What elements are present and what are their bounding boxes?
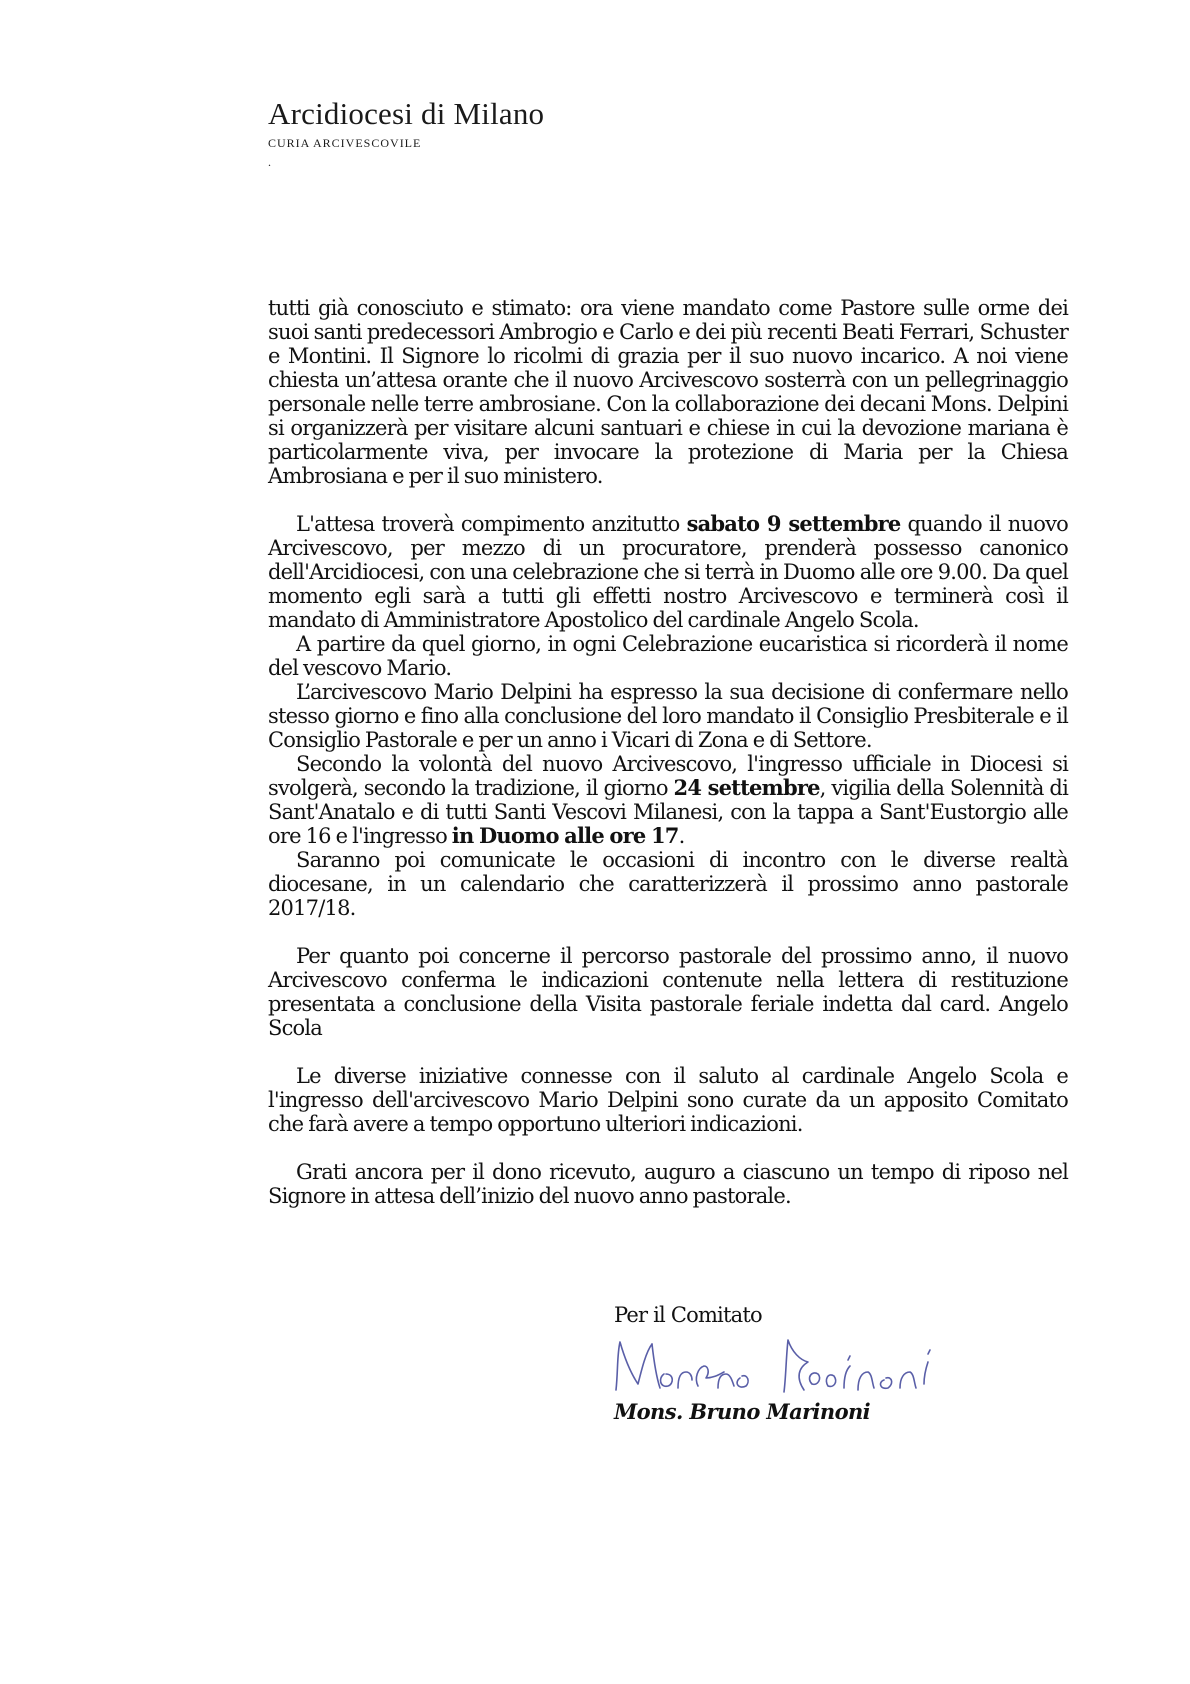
paragraph-calendar: Saranno poi comunicate le occasioni di incontro con le diverse realtà diocesane, in un calendario che caratterizzerà il prossimo anno pastorale 2017/18. xyxy=(268,848,1068,920)
paragraph-pastoral-path: Per quanto poi concerne il percorso pastorale del prossimo anno, il nuovo Arcivescovo conferma le indicazioni contenute nella lettera di restituzione presentata a conclusione della Visita pastorale feriale indetta dal card. Angelo Scola xyxy=(268,944,1068,1040)
paragraph-thanks: Grati ancora per il dono ricevuto, auguro a ciascuno un tempo di riposo nel Signore in attesa dell’inizio del nuovo anno pastorale. xyxy=(268,1160,1068,1208)
letterhead xyxy=(268,96,544,168)
letterhead-dot: . xyxy=(268,155,271,169)
paragraph-councils: L’arcivescovo Mario Delpini ha espresso la sua decisione di confermare nello stesso giorno e fino alla conclusione del loro mandato il Consiglio Presbiterale e il Consiglio Pastorale e per un anno i Vicari di Zona e di Settore. xyxy=(268,680,1068,752)
paragraph-entry: Secondo la volontà del nuovo Arcivescovo, l'ingresso ufficiale in Diocesi si svolgerà, secondo la tradizione, il giorno 24 settembre, vigilia della Solennità di Sant'Anatalo e di tutti Santi Vescovi Milanesi, con la tappa a Sant'Eustorgio alle ore 16 e l'ingresso in Duomo alle ore 17. xyxy=(268,752,1068,848)
closing-label: Per il Comitato xyxy=(614,1303,762,1327)
letterhead-title: Arcidiocesi di Milano xyxy=(268,96,545,131)
signer-name: Mons. Bruno Marinoni xyxy=(614,1399,871,1424)
time-highlight: in Duomo alle ore 17 xyxy=(451,823,679,848)
paragraph-eucharist: A partire da quel giorno, in ogni Celebrazione eucaristica si ricorderà il nome del vescovo Mario. xyxy=(268,632,1068,680)
date-highlight: 24 settembre xyxy=(673,775,820,800)
date-highlight: sabato 9 settembre xyxy=(686,511,901,536)
paragraph-possession: L'attesa troverà compimento anzitutto sabato 9 settembre quando il nuovo Arcivescovo, per mezzo di un procuratore, prenderà possesso canonico dell'Arcidiocesi, con una celebrazione che si terrà in Duomo alle ore 9.00. Da quel momento egli sarà a tutti gli effetti nostro Arcivescovo e terminerà così il mandato di Amministratore Apostolico del cardinale Angelo Scola. xyxy=(268,511,1068,632)
letter-body xyxy=(268,296,1068,1208)
paragraph-intro: tutti già conosciuto e stimato: ora viene mandato come Pastore sulle orme dei suoi santi predecessori Ambrogio e Carlo e dei più recenti Beati Ferrari, Schuster e Montini. Il Signore lo ricolmi di grazia per il suo nuovo incarico. A noi viene chiesta un’attesa orante che il nuovo Arcivescovo sosterrà con un pellegrinaggio personale nelle terre ambrosiane. Con la collaborazione dei decani Mons. Delpini si organizzerà per visitare alcuni santuari e chiese in cui la devozione mariana è particolarmente viva, per invocare la protezione di Maria per la Chiesa Ambrosiana e per il suo ministero. xyxy=(268,296,1068,488)
handwritten-signature xyxy=(608,1332,948,1402)
paragraph-committee: Le diverse iniziative connesse con il saluto al cardinale Angelo Scola e l'ingresso dell'arcivescovo Mario Delpini sono curate da un apposito Comitato che farà avere a tempo opportuno ulteriori indicazioni. xyxy=(268,1064,1068,1136)
letterhead-subtitle: CURIA ARCIVESCOVILE xyxy=(268,136,422,150)
